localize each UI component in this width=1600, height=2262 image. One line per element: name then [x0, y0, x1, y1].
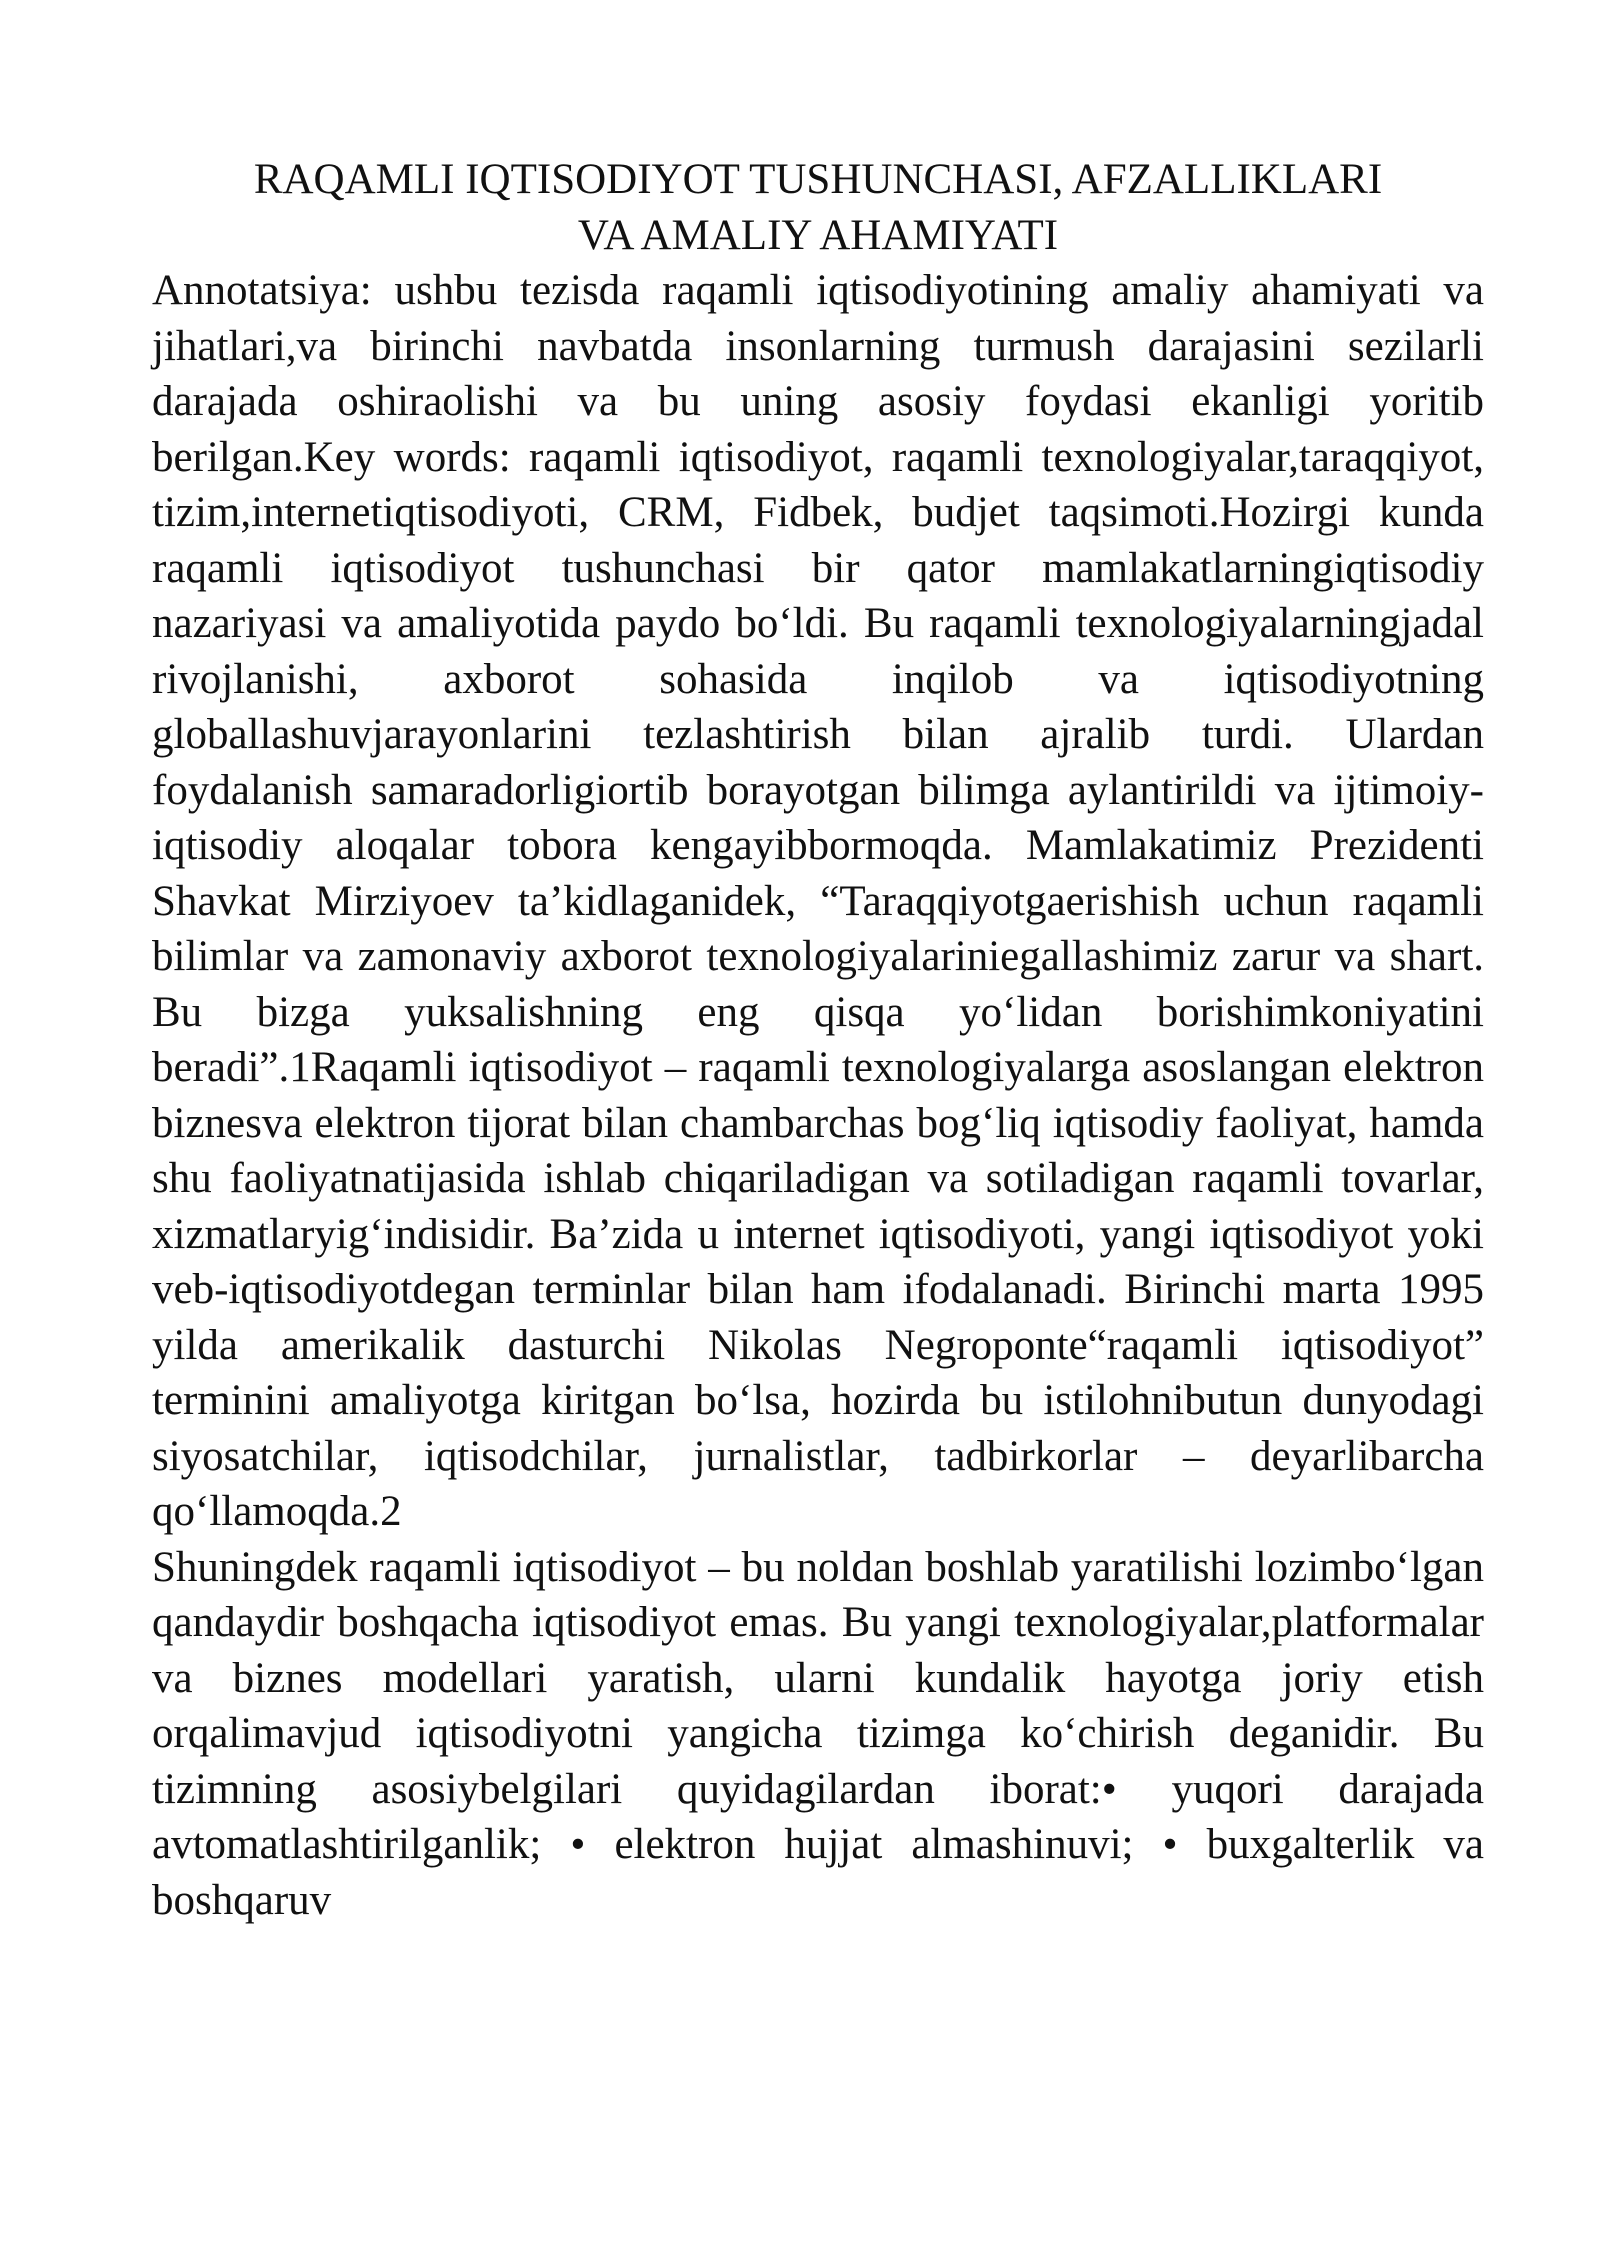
document-title [152, 152, 1484, 263]
body-paragraph: Shuningdek raqamli iqtisodiyot – bu noldan boshlab yaratilishi lozimbo‘lgan qandaydir boshqacha iqtisodiyot emas. Bu yangi texnologiyalar,platformalar va biznes modellari yaratish, ularni kundalik hayotga joriy etish orqalimavjud iqtisodiyotni yangicha tizimga ko‘chirish deganidir. Bu tizimning asosiybelgilari quyidagilardan iborat:• yuqori darajada avtomatlashtirilganlik; • elektron hujjat almashinuvi; • buxgalterlik va boshqaruv [152, 1543, 1484, 1924]
document-page [152, 152, 1484, 1928]
title-line-2: VA AMALIY AHAMIYATI [577, 211, 1059, 259]
annotation-paragraph: Annotatsiya: ushbu tezisda raqamli iqtisodiyotining amaliy ahamiyati va jihatlari,va birinchi navbatda insonlarning turmush darajasini sezilarli darajada oshiraolishi va bu uning asosiy foydasi ekanligi yoritib berilgan.Key words: raqamli iqtisodiyot, raqamli texnologiyalar,taraqqiyot, tizim,internetiqtisodiyoti, CRM, Fidbek, budjet taqsimoti.Hozirgi kunda raqamli iqtisodiyot tushunchasi bir qator mamlakatlarningiqtisodiy nazariyasi va amaliyotida paydo bo‘ldi. Bu raqamli texnologiyalarningjadal rivojlanishi, axborot sohasida inqilob va iqtisodiyotning globallashuvjarayonlarini tezlashtirish bilan ajralib turdi. Ulardan foydalanish samaradorligiortib borayotgan bilimga aylantirildi va ijtimoiy-iqtisodiy aloqalar tobora kengayibbormoqda. Mamlakatimiz Prezidenti Shavkat Mirziyoev ta’kidlaganidek, “Taraqqiyotgaerishish uchun raqamli bilimlar va zamonaviy axborot texnologiyalariniegallashimiz zarur va shart. Bu bizga yuksalishning eng qisqa yo‘lidan borishimkoniyatini beradi”.1Raqamli iqtisodiyot – raqamli texnologiyalarga asoslangan elektron biznesva elektron tijorat bilan chambarchas bog‘liq iqtisodiy faoliyat, hamda shu faoliyatnatijasida ishlab chiqariladigan va sotiladigan raqamli tovarlar, xizmatlaryig‘indisidir. Ba’zida u internet iqtisodiyoti, yangi iqtisodiyot yoki veb-iqtisodiyotdegan terminlar bilan ham ifodalanadi. Birinchi marta 1995 yilda amerikalik dasturchi Nikolas Negroponte“raqamli iqtisodiyot” terminini amaliyotga kiritgan bo‘lsa, hozirda bu istilohnibutun dunyodagi siyosatchilar, iqtisodchilar, jurnalistlar, tadbirkorlar – deyarlibarcha qo‘llamoqda.2 [152, 267, 1484, 1535]
title-line-1: RAQAMLI IQTISODIYOT TUSHUNCHASI, AFZALLIKLARI [253, 156, 1383, 203]
